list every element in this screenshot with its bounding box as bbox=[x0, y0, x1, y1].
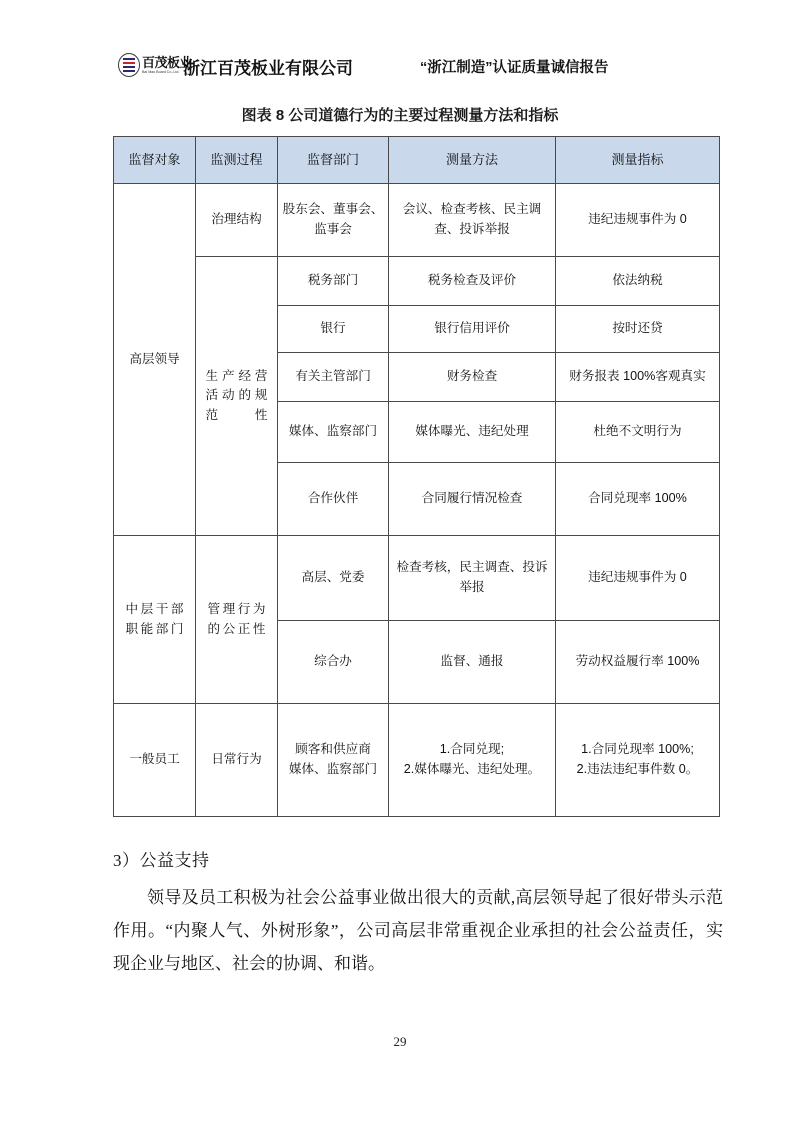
cell-department: 媒体、监察部门 bbox=[278, 402, 389, 463]
table-caption: 图表 8 公司道德行为的主要过程测量方法和指标 bbox=[241, 107, 559, 124]
cell-indicator: 劳动权益履行率 100% bbox=[556, 621, 720, 704]
cell-indicator: 违纪违规事件为 0 bbox=[556, 536, 720, 621]
cell-subject-middle bbox=[114, 536, 196, 704]
cell-department: 税务部门 bbox=[278, 257, 389, 306]
column-header-department: 监督部门 bbox=[278, 137, 389, 184]
logo-emblem-icon bbox=[118, 53, 140, 77]
measurement-table-wrapper bbox=[113, 136, 719, 817]
logo-chinese-name: 百茂板业 bbox=[142, 54, 193, 70]
cell-indicator: 财务报表 100%客观真实 bbox=[556, 353, 720, 402]
table-header-row bbox=[114, 137, 720, 184]
table-row bbox=[114, 704, 720, 817]
cell-method: 会议、检查考核、民主调查、投诉举报 bbox=[389, 184, 556, 257]
cell-indicator: 按时还贷 bbox=[556, 306, 720, 353]
cell-department: 综合办 bbox=[278, 621, 389, 704]
logo-english-name: Bai Mao Board Co.,Ltd. bbox=[142, 69, 180, 74]
cell-method: 银行信用评价 bbox=[389, 306, 556, 353]
body-section bbox=[113, 846, 723, 980]
cell-method bbox=[389, 704, 556, 817]
page-number: 29 bbox=[393, 1034, 407, 1049]
cell-method: 合同履行情况检查 bbox=[389, 463, 556, 536]
cell-indicator bbox=[556, 704, 720, 817]
cell-department: 有关主管部门 bbox=[278, 353, 389, 402]
section-heading: 3）公益支持 bbox=[113, 851, 210, 870]
cell-department bbox=[278, 704, 389, 817]
column-header-subject: 监督对象 bbox=[114, 137, 196, 184]
cell-indicator-line1: 1.合同兑现率 100%; bbox=[581, 742, 694, 757]
cell-department: 高层、党委 bbox=[278, 536, 389, 621]
cell-process-operations-text: 生产经营活动的规范性 bbox=[205, 368, 268, 422]
cell-process-operations bbox=[196, 257, 278, 536]
cell-indicator: 违纪违规事件为 0 bbox=[556, 184, 720, 257]
cell-department: 股东会、董事会、监事会 bbox=[278, 184, 389, 257]
column-header-indicator: 测量指标 bbox=[556, 137, 720, 184]
cell-method: 财务检查 bbox=[389, 353, 556, 402]
cell-department: 银行 bbox=[278, 306, 389, 353]
column-header-process: 监测过程 bbox=[196, 137, 278, 184]
cell-method: 检查考核，民主调查、投诉举报 bbox=[389, 536, 556, 621]
cell-department-line1: 顾客和供应商 bbox=[295, 742, 371, 757]
cell-indicator: 杜绝不文明行为 bbox=[556, 402, 720, 463]
table-row bbox=[114, 536, 720, 621]
cell-subject-staff: 一般员工 bbox=[114, 704, 196, 817]
cell-indicator: 合同兑现率 100% bbox=[556, 463, 720, 536]
measurement-table bbox=[113, 136, 720, 817]
column-header-method: 测量方法 bbox=[389, 137, 556, 184]
cell-process-daily: 日常行为 bbox=[196, 704, 278, 817]
cell-method-line1: 1.合同兑现; bbox=[439, 742, 505, 757]
table-row bbox=[114, 184, 720, 257]
cell-subject-senior: 高层领导 bbox=[114, 184, 196, 536]
cell-indicator: 依法纳税 bbox=[556, 257, 720, 306]
cell-method: 媒体曝光、违纪处理 bbox=[389, 402, 556, 463]
cell-process-fairness bbox=[196, 536, 278, 704]
cell-process-fairness-text: 管理行为的公正性 bbox=[207, 601, 266, 636]
cell-method: 税务检查及评价 bbox=[389, 257, 556, 306]
cell-subject-middle-text: 中层干部职能部门 bbox=[125, 601, 184, 636]
cell-method: 监督、通报 bbox=[389, 621, 556, 704]
table-row bbox=[114, 257, 720, 306]
company-logo bbox=[118, 50, 192, 80]
header-report-title: “浙江制造”认证质量诚信报告 bbox=[420, 60, 609, 76]
cell-department-line2: 媒体、监察部门 bbox=[288, 762, 378, 776]
cell-method-line2: 2.媒体曝光、违纪处理。 bbox=[403, 762, 541, 776]
cell-indicator-line2: 2.违法违纪事件数 0。 bbox=[576, 762, 699, 776]
cell-process-governance: 治理结构 bbox=[196, 184, 278, 257]
header-company-name: 浙江百茂板业有限公司 bbox=[183, 59, 353, 78]
document-header bbox=[0, 46, 800, 86]
cell-department: 合作伙伴 bbox=[278, 463, 389, 536]
section-paragraph: 领导及员工积极为社会公益事业做出很大的贡献,高层领导起了很好带头示范作用。“内聚人气、外树形象”，公司高层非常重视企业承担的社会公益责任，实现企业与地区、社会的协调、和谐。 bbox=[113, 888, 723, 974]
